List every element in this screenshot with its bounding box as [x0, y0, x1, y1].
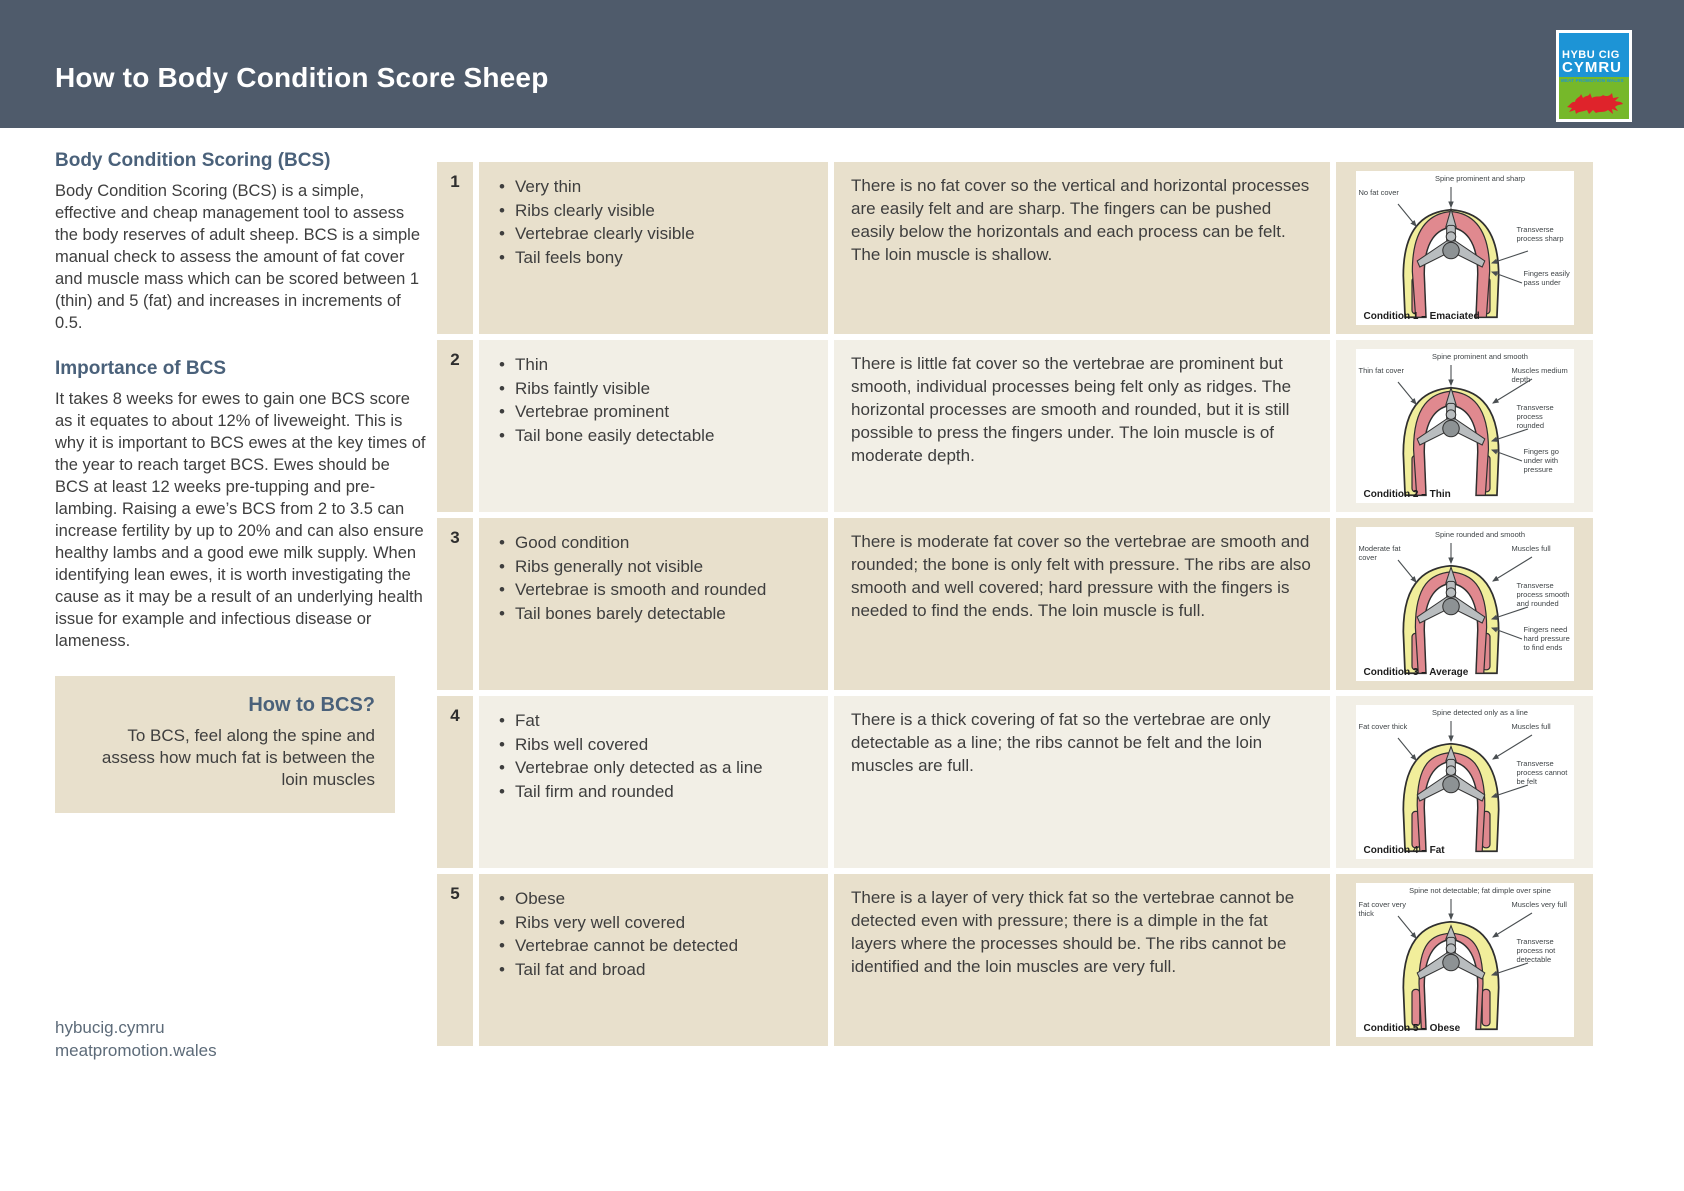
diagram-label-fat-cover: No fat cover	[1358, 188, 1399, 197]
section-heading-bcs: Body Condition Scoring (BCS)	[55, 150, 331, 171]
bcs-diagram	[1356, 171, 1574, 325]
header-bar	[0, 0, 1684, 128]
diagram-label-fingers: Fingers need hard pressure to find ends	[1523, 625, 1570, 652]
diagram-label-muscles: Muscles very full	[1511, 900, 1567, 909]
diagram-label-spine: Spine prominent and smooth	[1432, 352, 1528, 361]
bullet-item: • Ribs very well covered	[497, 911, 810, 935]
diagram-cell	[1336, 696, 1593, 868]
bullet-item: • Very thin	[497, 175, 810, 199]
bcs-diagram	[1356, 705, 1574, 859]
section-body-bcs: Body Condition Scoring (BCS) is a simple, effective and cheap management tool to assess the body reserves of adult sheep. BCS is a simple manual check to assess the amount of fat cover and muscle mass which can be scored between 1 (thin) and 5 (fat) and increases in increments of 0.5.	[55, 182, 421, 332]
diagram-label-transverse: Transverse process cannot be felt	[1516, 759, 1568, 786]
sidebar	[55, 150, 427, 813]
footer-link-hybucig[interactable]: hybucig.cymru	[55, 1018, 165, 1037]
diagram-label-muscles: Muscles full	[1511, 544, 1551, 553]
howto-heading: How to BCS?	[248, 694, 375, 716]
diagram-caption: Condition 5 – Obese	[1363, 1023, 1461, 1034]
diagram-label-fingers: Fingers easily pass under	[1523, 269, 1570, 287]
diagram-label-fat-cover: Thin fat cover	[1358, 366, 1404, 375]
bullet-item: • Fat	[497, 709, 810, 733]
footer-link-meatpromotion[interactable]: meatpromotion.wales	[55, 1041, 217, 1060]
diagram-label-fat-cover: Fat cover thick	[1358, 722, 1408, 731]
bullet-item: • Ribs clearly visible	[497, 199, 810, 223]
bullet-item: • Vertebrae is smooth and rounded	[497, 578, 810, 602]
score-bullets	[479, 874, 828, 1046]
bullet-item: • Tail feels bony	[497, 246, 810, 270]
bullet-item: • Vertebrae only detected as a line	[497, 756, 810, 780]
how-to-bcs-box	[55, 676, 395, 813]
bullet-item: • Tail bone easily detectable	[497, 424, 810, 448]
bullet-item: • Thin	[497, 353, 810, 377]
score-number: 4	[437, 696, 473, 868]
logo-green-block	[1559, 77, 1629, 119]
howto-body: To BCS, feel along the spine and assess how much fat is between the loin muscles	[101, 726, 375, 789]
bcs-diagram	[1356, 883, 1574, 1037]
diagram-label-spine: Spine prominent and sharp	[1434, 174, 1526, 183]
diagram-cell	[1336, 518, 1593, 690]
score-number: 1	[437, 162, 473, 334]
diagram-label-transverse: Transverse process smooth and rounded	[1516, 581, 1570, 608]
bullet-item: • Obese	[497, 887, 810, 911]
bullet-item: • Vertebrae cannot be detected	[497, 934, 810, 958]
bullet-item: • Tail fat and broad	[497, 958, 810, 982]
score-bullets	[479, 162, 828, 334]
footer	[55, 1016, 217, 1062]
score-description: There is little fat cover so the vertebrae are prominent but smooth, individual processes being felt only as ridges. The horizontal processes are smooth and rounded, but it is still possible to press the fingers under. The loin muscle is of moderate depth.	[834, 340, 1330, 512]
diagram-label-fat-cover: Fat cover very thick	[1358, 900, 1407, 918]
bullet-item: • Ribs faintly visible	[497, 377, 810, 401]
bullet-item: • Vertebrae clearly visible	[497, 222, 810, 246]
diagram-caption: Condition 4 – Fat	[1363, 845, 1445, 856]
hybu-cig-cymru-logo	[1556, 30, 1632, 122]
score-number: 5	[437, 874, 473, 1046]
diagram-cell	[1336, 340, 1593, 512]
diagram-label-fat-cover: Moderate fat cover	[1358, 544, 1401, 562]
score-description: There is moderate fat cover so the vertebrae are smooth and rounded; the bone is only felt with pressure. The ribs are also smooth and well covered; hard pressure with the fingers is needed to find the ends. The loin muscle is full.	[834, 518, 1330, 690]
diagram-caption: Condition 2 – Thin	[1363, 489, 1451, 500]
bcs-score-table	[437, 162, 1593, 1046]
score-number: 2	[437, 340, 473, 512]
bullet-item: • Tail bones barely detectable	[497, 602, 810, 626]
logo-blue-block	[1559, 33, 1629, 77]
section-body-importance: It takes 8 weeks for ewes to gain one BCS score as it equates to about 12% of liveweight. This is why it is important to BCS ewes at the key times of the year to reach target BCS. Ewes should be BCS at least 12 weeks pre-tupping and pre-lambing. Raising a ewe’s BCS from 2 to 3.5 can increase fertility by up to 20% and can also ensure healthy lambs and a good ewe milk supply. When identifying lean ewes, it is worth investigating the cause as it may be a result of an underlying health issue for example and infectious disease or lameness.	[55, 390, 426, 650]
diagram-label-spine: Spine not detectable; fat dimple over spine	[1409, 886, 1551, 895]
logo-subtitle: MEAT PROMOTION WALES	[1561, 78, 1624, 83]
diagram-cell	[1336, 874, 1593, 1046]
diagram-label-transverse: Transverse process not detectable	[1516, 937, 1556, 964]
diagram-label-muscles: Muscles full	[1511, 722, 1551, 731]
section-heading-importance: Importance of BCS	[55, 358, 227, 379]
diagram-cell	[1336, 162, 1593, 334]
score-bullets	[479, 340, 828, 512]
diagram-label-muscles: Muscles medium depth	[1511, 366, 1568, 384]
logo-text-line2: CYMRU	[1562, 59, 1622, 76]
diagram-label-spine: Spine rounded and smooth	[1434, 530, 1526, 539]
score-description: There is no fat cover so the vertical and horizontal processes are easily felt and are sharp. The fingers can be pushed easily below the horizontals and each process can be felt. The loin muscle is shallow.	[834, 162, 1330, 334]
bullet-item: • Ribs generally not visible	[497, 555, 810, 579]
diagram-caption: Condition 3 – Average	[1363, 667, 1469, 678]
bullet-item: • Good condition	[497, 531, 810, 555]
score-bullets	[479, 518, 828, 690]
logo-text-line1: HYBU CIG	[1562, 49, 1620, 61]
bullet-item: • Tail firm and rounded	[497, 780, 810, 804]
diagram-caption: Condition 1 – Emaciated	[1363, 311, 1480, 322]
diagram-label-spine: Spine detected only as a line	[1432, 708, 1528, 717]
bcs-diagram	[1356, 349, 1574, 503]
score-description: There is a thick covering of fat so the vertebrae are only detectable as a line; the ribs cannot be felt and the loin muscles are full.	[834, 696, 1330, 868]
diagram-label-transverse: Transverse process sharp	[1516, 225, 1564, 243]
diagram-label-fingers: Fingers go under with pressure	[1523, 447, 1559, 474]
score-number: 3	[437, 518, 473, 690]
diagram-label-transverse: Transverse process rounded	[1516, 403, 1554, 430]
welsh-dragon-icon	[1563, 85, 1625, 117]
score-description: There is a layer of very thick fat so the vertebrae cannot be detected even with pressure; there is a dimple in the fat layers where the processes should be. The ribs cannot be identified and the loin muscles are very full.	[834, 874, 1330, 1046]
bcs-diagram	[1356, 527, 1574, 681]
score-bullets	[479, 696, 828, 868]
page-title: How to Body Condition Score Sheep	[55, 62, 549, 93]
bullet-item: • Ribs well covered	[497, 733, 810, 757]
bullet-item: • Vertebrae prominent	[497, 400, 810, 424]
